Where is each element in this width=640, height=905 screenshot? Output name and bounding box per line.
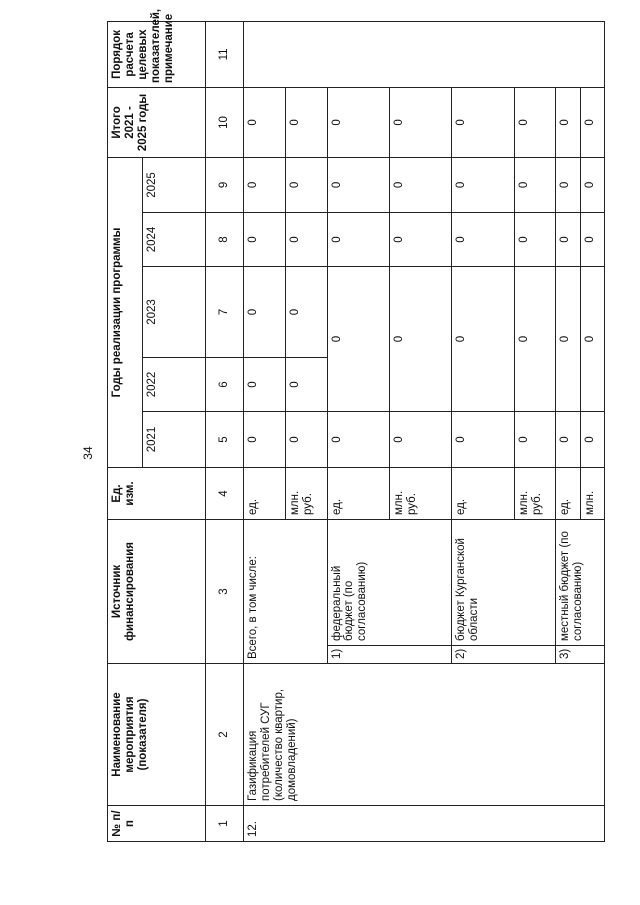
value-cell: 0 <box>389 213 451 267</box>
value-cell: 0 <box>244 213 286 267</box>
value-cell: 0 <box>556 87 580 157</box>
value-cell: 0 <box>452 267 514 412</box>
column-number: 4 <box>206 468 244 520</box>
column-number: 8 <box>206 213 244 267</box>
column-number-row <box>206 21 244 841</box>
value-cell: 0 <box>285 267 327 358</box>
page-number: 34 <box>81 446 95 460</box>
value-cell: 0 <box>327 213 389 267</box>
sub-num: 2) <box>452 646 556 664</box>
program-table <box>107 8 605 842</box>
source-label: бюджет Курганской области <box>452 520 556 646</box>
column-number: 9 <box>206 157 244 212</box>
value-cell: 0 <box>556 213 580 267</box>
unit-cell: млн. руб. <box>285 468 327 520</box>
sub-num: 1) <box>327 646 452 664</box>
header-name: Наименование мероприятия (показателя) <box>108 664 206 806</box>
value-cell: 0 <box>580 87 604 157</box>
value-cell: 0 <box>244 157 286 212</box>
column-number: 10 <box>206 87 244 157</box>
method-cell <box>244 21 605 87</box>
column-number: 1 <box>206 806 244 842</box>
header-source: Источник финансирования <box>108 520 206 664</box>
header-years-group: Годы реализации программы <box>108 157 143 467</box>
value-cell: 0 <box>514 412 556 468</box>
value-cell: 0 <box>327 267 389 412</box>
value-cell: 0 <box>389 267 451 412</box>
header-year-2023: 2023 <box>142 267 206 358</box>
value-cell: 0 <box>285 412 327 468</box>
value-cell: 0 <box>452 412 514 468</box>
source-label: федеральный бюджет (по согласованию) <box>327 520 452 646</box>
unit-cell: ед. <box>244 468 286 520</box>
value-cell: 0 <box>327 87 389 157</box>
header-year-2024: 2024 <box>142 213 206 267</box>
value-cell: 0 <box>327 157 389 212</box>
value-cell: 0 <box>244 87 286 157</box>
value-cell: 0 <box>580 213 604 267</box>
rotated-table-container <box>107 8 605 842</box>
value-cell: 0 <box>244 412 286 468</box>
sub-num: 3) <box>556 646 605 664</box>
row-name: Газификация потребителей СУГ (количество квартир, домовладений) <box>244 664 605 806</box>
value-cell: 0 <box>389 157 451 212</box>
unit-cell: ед. <box>327 468 389 520</box>
column-number: 5 <box>206 412 244 468</box>
row-num: 12. <box>244 806 605 842</box>
value-cell: 0 <box>285 358 327 412</box>
value-cell: 0 <box>452 157 514 212</box>
value-cell: 0 <box>285 87 327 157</box>
value-cell: 0 <box>244 267 286 358</box>
value-cell: 0 <box>285 213 327 267</box>
source-label: местный бюджет (по согласованию) <box>556 520 605 646</box>
column-number: 7 <box>206 267 244 358</box>
column-number: 6 <box>206 358 244 412</box>
value-cell: 0 <box>514 213 556 267</box>
value-cell: 0 <box>452 213 514 267</box>
value-cell: 0 <box>556 412 580 468</box>
column-number: 3 <box>206 520 244 664</box>
value-cell: 0 <box>452 87 514 157</box>
header-num: № п/п <box>108 806 206 842</box>
value-cell: 0 <box>389 412 451 468</box>
column-number: 11 <box>206 21 244 87</box>
value-cell: 0 <box>580 412 604 468</box>
header-unit: Ед. изм. <box>108 468 206 520</box>
value-cell: 0 <box>285 157 327 212</box>
unit-cell: млн. руб. <box>514 468 556 520</box>
header-year-2021: 2021 <box>142 412 206 468</box>
unit-cell: ед. <box>556 468 580 520</box>
value-cell: 0 <box>244 358 286 412</box>
header-total: Итого 2021 - 2025 годы <box>108 87 206 157</box>
unit-cell: млн. <box>580 468 604 520</box>
table-row <box>244 21 286 841</box>
value-cell: 0 <box>580 157 604 212</box>
value-cell: 0 <box>556 157 580 212</box>
value-cell: 0 <box>556 267 580 412</box>
value-cell: 0 <box>514 87 556 157</box>
header-year-2022: 2022 <box>142 358 206 412</box>
value-cell: 0 <box>327 412 389 468</box>
value-cell: 0 <box>514 157 556 212</box>
unit-cell: ед. <box>452 468 514 520</box>
header-method: Порядок расчета целевых показателей, примечание <box>108 21 206 87</box>
value-cell: 0 <box>580 267 604 412</box>
total-label: Всего, в том числе: <box>244 520 327 664</box>
column-number: 2 <box>206 664 244 806</box>
value-cell: 0 <box>514 267 556 412</box>
value-cell: 0 <box>389 87 451 157</box>
unit-cell: млн. руб. <box>389 468 451 520</box>
header-year-2025: 2025 <box>142 157 206 212</box>
